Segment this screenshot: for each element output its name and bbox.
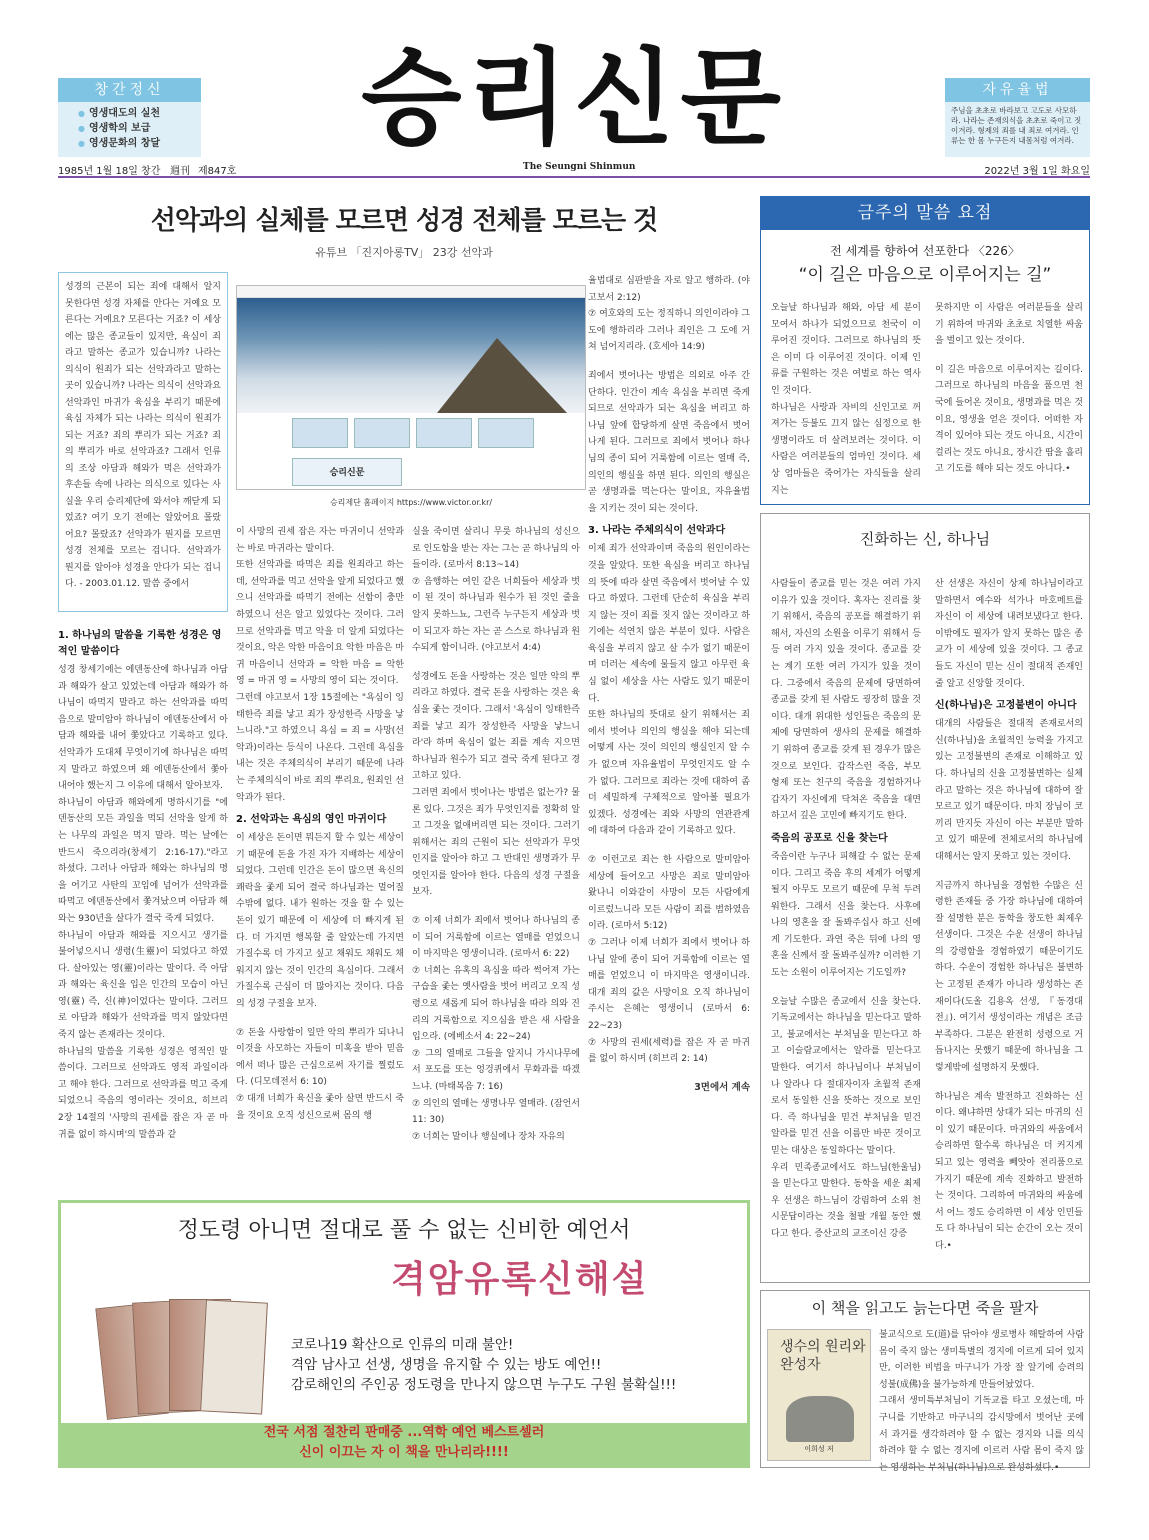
founding-spirit-item: ● 영생문화의 창달 <box>78 136 201 151</box>
sermon-subtitle: 전 세계를 향하여 선포한다 〈226〉 <box>830 244 1020 258</box>
article-subhead: 유튜브 「진지아롱TV」 23강 선악과 <box>315 246 493 259</box>
section-heading: 1. 하나님의 말씀을 기록한 성경은 영적인 말씀이다 <box>58 630 222 657</box>
sermon-title: “이 길은 마음으로 이루어지는 길” <box>798 265 1052 285</box>
article-headline: 선악과의 실체를 모르면 성경 전체를 모르는 것 <box>150 206 658 236</box>
book-cover-author: 이희성 저 <box>804 1445 834 1453</box>
evolving-god-box <box>760 513 1090 1283</box>
paragraph: 죽음이란 누구나 피해갈 수 없는 문제이다. 그리고 죽음 후의 세계가 어떻게 될지 아무도 모르기 때문에 무척 두려워한다. 그래서 신을 찾는다. 사후에 나의 영혼을 잘 돌봐주십사 하고 신에게 기도한다. 과연 죽은 뒤에 나의 영혼을 신께서 잘 돌봐주실까? 이러한 기도는 소원이 이루어지는 기도일까? <box>771 851 921 979</box>
paragraph: ⑦ 여호와의 도는 정직하니 의인이라야 그 도에 행하리라 그러나 죄인은 그 도에 거쳐 넘어지리라. (호세아 14:9) <box>588 309 750 353</box>
founding-spirit-heading: 창간정신 <box>58 78 201 102</box>
paragraph: ⑦ 이제 너희가 죄에서 벗어나 하나님의 종이 되어 거룩함에 이르는 열매를 얻었으니 이 마지막은 영생이니라. (로마서 6: 22) <box>412 916 580 960</box>
paragraph: 하나님은 사랑과 자비의 신인고로 꺼져가는 등불도 끄지 않는 심정으로 한 생명이라도 더 살려보려는 것이다. 이 사람은 여러분들의 엄마인 것이다. 세상 엄마들은 죽어가는 자식들을 살리지는 <box>771 402 921 496</box>
photo-card <box>416 418 472 448</box>
evolving-god-column-1 <box>771 576 921 1243</box>
sermon-column-1 <box>771 300 921 499</box>
photo-sky <box>237 298 586 413</box>
book-cover-photo <box>786 1396 854 1442</box>
paragraph: 또한 선악과를 따먹은 죄를 원죄라고 하는데, 선악과를 먹고 선악을 알게 되었다고 했으니 선악과를 따먹기 전에는 선함이 충만하였으니 선은 알고 있었다는 것이다. 그러므로 선악과를 먹고 악을 더 알게 되었다는 것이요, 악은 악한 마음이요 악한 마음은 마귀 마음이니 선악과 = 악한 마음 = 악한 영 = 마귀 영 = 사망의 영이 되는 것이다. <box>236 560 404 687</box>
paragraph: 불교식으로 도(道)를 닦아야 생로병사 해탈하여 사람 몸이 죽지 않는 생미특별의 경지에 이르게 되어 있지만, 이러한 비법을 마구니가 가장 잘 알기에 승려의 성불(成佛)을 불가능하게 만들어놨었다. <box>879 1330 1084 1390</box>
founding-spirit-item: ● 영생대도의 실천 <box>78 106 201 121</box>
paragraph: 이제 죄가 선악과이며 죽음의 원인이라는 것을 알았다. 또한 육심을 버리고 하나님의 뜻에 따라 살면 죽음에서 벗어날 수 있다고 하였다. 그런데 단순히 육심을 부리지 않는 것이 죄를 짓지 않는 것이라고 하기에는 석연치 않은 부분이 있다. 사람은 육심을 부리지 않고 살 수가 없기 때문이며 더러는 세속에 물들지 않고 아무런 육심 없이 세상을 사는 사람도 있기 때문이다. <box>588 544 750 704</box>
book-cover <box>767 1329 871 1461</box>
paragraph: 대개의 사람들은 절대적 존재로서의 신(하나님)을 초월적인 능력을 가지고 있는 고정불변의 존재로 이해하고 있다. 하나님의 신을 고정불변하는 실체라고 말하는 것은 하나님에 대하여 잘 모르고 있기 때문이다. 마치 장님이 코끼리 만지듯 자신이 아는 부분만 말하고 있기 때문에 전체로서의 하나님에 대해서는 알지 못하고 있는 것이다. <box>935 719 1083 862</box>
evolving-god-column-2 <box>935 576 1083 1255</box>
book-promo-text <box>879 1327 1084 1476</box>
quote-box <box>58 272 228 612</box>
book-promo-title: 이 책을 읽고도 늙는다면 죽을 팔자 <box>811 1299 1039 1317</box>
ad-banner-line: 신이 이끄는 자 이 책을 만나리라!!!! <box>299 1445 509 1460</box>
paragraph: ⑦ 사망의 권세(세력)를 잡은 자 곧 마귀를 없이 하시며 (히브리 2: 14) <box>588 1037 750 1065</box>
photo-cards <box>292 418 532 486</box>
founding-spirit-box <box>58 78 201 157</box>
paragraph: 못하지만 이 사람은 여러분들을 살리기 위하여 마귀와 초초로 치열한 싸움을 벌이고 있는 것이다. <box>935 303 1083 347</box>
ad-banner-line: 전국 서점 절찬리 판매중 ...역학 예언 베스트셀러 <box>263 1425 545 1440</box>
dateline <box>58 160 1090 178</box>
paragraph: ⑦ 의인의 열매는 생명나무 열매라. (잠언서 11: 30) <box>412 1098 580 1126</box>
paragraph: 그런데 야고보서 1장 15절에는 "욕심이 잉태한즉 죄를 낳고 죄가 장성한즉 사망을 낳느니라."고 하였으니 욕심 = 죄 = 사망(선악과)이라는 등식이 나온다. 그런데 욕심을 내는 것은 주체의식이 부리기 때문에 나라는 주체의식이 바로 죄의 뿌리요, 원죄인 선악과가 된다. <box>236 692 404 803</box>
paragraph: 또한 하나님의 뜻대로 살기 위해서는 죄에서 벗어나 의인의 행실을 해야 되는데 어떻게 사는 것이 의인의 행실인지 알 수가 없으며 자유율법이 무엇인지도 알 수가 없다. 그러므로 죄라는 것에 대하여 좀 더 세밀하게 구체적으로 알아볼 필요가 있겠다. 성경에는 죄와 사망의 연관관계에 대하여 다음과 같이 기록하고 있다. <box>588 710 750 837</box>
paragraph: ⑦ 너희는 유혹의 욕심을 따라 썩어져 가는 구습을 좇는 옛사람을 벗어 버리고 오직 성령으로 새롭게 되어 하나님을 따라 의와 진리의 거룩함으로 지으심을 받은 새 사람을 입으라. (에베소서 4: 22~24) <box>412 965 580 1043</box>
paragraph: 성경에도 돈을 사랑하는 것은 일만 악의 뿌리라고 하였다. 결국 돈을 사랑하는 것은 육심을 좇는 것이다. 그래서 '욕심이 잉태한즉 죄를 낳고 죄가 장성한즉 사망을 낳느니라'라 하며 육심이 없는 죄를 계속 지으면 하나님과 원수가 되고 결국 죽게 된다고 경고하고 있다. <box>412 671 580 782</box>
continued-note: 3면에서 계속 <box>694 1081 750 1093</box>
book-advertisement <box>58 1200 750 1468</box>
paragraph: 성경 창세기에는 에덴동산에 하나님과 아담과 해와가 살고 있었는데 아담과 해와가 하나님이 따먹지 말라고 하는 선악과를 따먹음으로 말미암아 하나님이 에덴동산에서 아담과 해와를 내어 쫓았다고 기록하고 있다. 선악과가 도대체 무엇이기에 하나님은 따먹지 말라고 하였으며 왜 에덴동산에서 쫓아내어야 했는지 그 이유에 대해서 알아보자. <box>58 665 228 792</box>
free-law-text: 주님을 초초로 바라보고 고도로 사모하라. 나라는 존재의식을 초초로 죽이고 짓이겨라. 형제의 죄를 내 죄로 여겨라. 인류는 한 몸 누구든지 내몸처럼 여겨라. <box>951 106 1082 145</box>
article-column-4 <box>588 273 750 1096</box>
frequency: 週刊 <box>170 166 190 177</box>
paragraph: 실을 죽이면 살리니 무릇 하나님의 성신으로 인도함을 받는 자는 그는 곧 하나님의 아들이라. (로마서 8:13~14) <box>412 527 580 571</box>
paragraph: ⑦ 그러나 이제 너희가 죄에서 벗어나 하나님 앞에 종이 되어 거룩함에 이르는 열매를 얻었으니 이 마지막은 영생이니라. 대개 죄의 값은 사망이요 오직 하나님이 주시는 은혜는 영생이니 (로마서 6: 22~23) <box>588 937 750 1031</box>
quote-text: 성경의 근본이 되는 죄에 대해서 알지 못한다면 성경 자체를 안다는 거예요 모른다는 거예요? 모른다는 거죠? 이 세상에는 많은 종교들이 있지만, 육심이 죄라고 말하는 종교가 있습니까? 나라는 의식이 원죄가 되는 선악과라고 말하는 곳이 있습니까? 나라는 의식이 선악과요 선악과인 마귀가 육심을 부리기 때문에 육심 자체가 되는 나라는 의식이 원죄가 되는 거죠? 죄의 뿌리가 되는 거죠? 죄의 뿌리가 바로 선악과죠? 그래서 인류의 조상 아담과 해와가 먹은 선악과가 후손들 속에 나라는 의식으로 있다는 사실을 우리 승리제단에 와서야 깨닫게 되었죠? 여기 오기 전에는 알았어요 몰랐어요? 몰랐죠? 선악과가 뭔지를 모르면 성경 전체를 모르는 겁니다. 선악과가 뭔지를 알아야 성경을 안다가 되는 겁니다. - 2003.01.12. 말씀 중에서 <box>65 282 221 589</box>
paragraph: 오늘날 수많은 종교에서 신을 찾는다. 기독교에서는 하나님을 믿는다고 말하고, 불교에서는 부처님을 믿는다고 하고 이슬람교에서는 알라를 믿는다고 말한다. 여기서 하나님이나 부처님이나 알라나 다 절대자이자 초월적 존재로서 동일한 신을 뜻하는 것으로 보인다. 즉 하나님을 믿건 부처님을 믿건 알라를 믿건 신을 이름만 바꾼 것이고 믿는 대상은 동일하다는 말이다. <box>771 996 921 1156</box>
section-heading: 2. 선악과는 욕심의 영인 마귀이다 <box>236 814 387 826</box>
sermon-summary-bar: 금주의 말씀 요점 <box>760 196 1090 230</box>
paragraph: ⑦ 그의 열매로 그들을 알지니 가시나무에서 포도를 또는 엉겅퀴에서 무화과를 따겠느냐. (마태복음 7: 16) <box>412 1048 580 1092</box>
paragraph: ⑦ 너희는 말이나 행실에나 장차 자유의 <box>412 1131 565 1142</box>
paragraph: 이 사망의 권세 잡은 자는 마귀이니 선악과는 바로 마귀라는 말이다. <box>236 527 404 554</box>
ad-banner <box>61 1423 747 1465</box>
ad-copy <box>291 1335 676 1395</box>
english-title: The Seungni Shinmun <box>523 162 636 172</box>
paragraph: ⑦ 대개 너희가 육신을 좇아 살면 반드시 죽을 것이요 오직 성신으로써 몸의 행 <box>236 1094 404 1121</box>
article-column-1 <box>58 622 228 1143</box>
photo-card <box>292 418 348 448</box>
photo-caption: 승리제단 홈페이지 https://www.victor.or.kr/ <box>329 498 493 507</box>
paragraph: 산 선생은 자신이 상제 하나님이라고 말하면서 예수와 석가나 마호메트를 자신이 이 세상에 내려보냈다고 한다. 이밖에도 필자가 알지 못하는 많은 종교가 이 세상에 있을 것이다. 그 종교들도 자신이 믿는 신이 절대적 존재인 줄 알고 신앙할 것이다. <box>935 579 1083 689</box>
ad-book-title: 격암유록신해설 <box>391 1259 649 1300</box>
photo-nav-bar <box>237 286 585 298</box>
photo-card <box>478 418 534 448</box>
paragraph: 하나님이 아담과 해와에게 명하시기를 "에덴동산의 모든 과일을 먹되 선악을 알게 하는 나무의 과일은 먹지 말라. 먹는 날에는 반드시 죽으리라(창세기 2:16-17)."라고 하셨다. 그러나 아담과 해와는 하나님의 명을 어기고 사탄의 꼬임에 넘어가 선악과를 따먹고 에덴동산에서 쫓겨났으며 아담과 해와는 930년을 살다가 결국 죽게 되었다. <box>58 797 228 924</box>
article-column-2 <box>236 524 404 1124</box>
paragraph: 율법대로 심판받을 자로 알고 행하라. (야고보서 2:12) <box>588 276 750 303</box>
photo-logo: 승리신문 <box>292 458 402 486</box>
paragraph: 우리 민족종교에서도 하느님(한울님)을 믿는다고 말한다. 동학을 세운 최제우 선생은 하느님이 강림하여 소위 천시문답이라는 것을 철팔 개월 동안 했다고 한다. 증산교의 교조이신 강증 <box>771 1162 921 1239</box>
paragraph: 그래서 생미특부처님이 기독교를 타고 오셨는데, 마구니를 기반하고 마구니의 감시망에서 벗어난 곳에서 과거를 생각하려야 할 수 없는 경지와 니를 의식하려야 할 수 없는 경지에 이르러 사람 몸이 죽지 않는 영생하는 부처님(하나님)으로 완성하셨다.• <box>879 1396 1084 1473</box>
ad-book-image <box>200 1299 268 1414</box>
article-column-3 <box>412 524 580 1145</box>
issue-date: 2022년 3월 1일 화요일 <box>984 166 1090 177</box>
section-heading: 신(하나님)은 고정불변이 아니다 <box>935 700 1077 712</box>
paragraph: 죄에서 벗어나는 방법은 의외로 아주 간단하다. 인간이 계속 욕심을 부리면 죽게 되므로 선악과가 되는 욕심을 버리고 하나님 앞에 합당하게 살면 죽음에서 벗어나게 된다. 그러므로 죄에서 벗어나 하나님의 종이 되어 거룩함에 이르는 열매 즉, 의인의 행실을 하면 된다. 의인의 행실은 곧 생명과를 먹는다는 말이요, 자유율법을 지키는 것이 되는 것이다. <box>588 370 750 514</box>
founding-spirit-list <box>58 102 201 151</box>
book-cover-title: 생수의 원리와 완성자 <box>780 1339 866 1373</box>
paragraph: ⑦ 음행하는 여인 같은 너희들아 세상과 벗이 된 것이 하나님과 원수가 된 것인 줄을 알지 못하느뇨, 그런즉 누구든지 세상과 벗이 되고자 하는 자는 곧 스스로 하나님과 원수되게 함이니라. (야고보서 4:4) <box>412 576 580 654</box>
section-heading: 죽음의 공포로 신을 찾는다 <box>771 832 888 844</box>
ad-line: 감로해인의 주인공 정도령을 만나지 않으면 누구도 구원 불확실!!! <box>291 1377 677 1393</box>
paragraph: 이 세상은 돈이면 뭐든지 할 수 있는 세상이기 때문에 돈을 가진 자가 지배하는 세상이 되었다. 그런데 인간은 돈이 많으면 육신의 쾌락을 좇게 되어 결국 하나님과는 멀어질 수밖에 없다. 내가 원하는 것을 할 수 있는 돈이 있기 때문에 이 세상에 더 빠지게 된다. 더 가지면 행복할 줄 알았는데 가지면 가질수록 더 가지고 싶고 채워도 채워도 채워지지 않는 것이 인간의 욕심이다. 그래서 가질수록 근심이 더 많아지는 것이다. 다음의 성경 구절을 보자. <box>236 833 404 1010</box>
paragraph: 하나님이 아담과 해와를 지으시고 생기를 불어넣으시니 생령(生靈)이 되었다고 하였다. 살아있는 영(靈)이라는 말이다. 즉 아담과 해와는 육신을 입은 인간의 모습이 아닌 영(靈) 즉, 신(神)이었다는 말이다. 그러므로 아담과 해와가 선악과를 먹지 않았다면 죽지 않는 존재라는 것이다. <box>58 930 228 1041</box>
paragraph: ⑦ 이런고로 죄는 한 사람으로 말미암아 세상에 들어오고 사망은 죄로 말미암아 왔나니 이와같이 사망이 모든 사람에게 이르렀느니라 모든 사람이 죄를 범하였음이라. (로마서 5:12) <box>588 855 750 932</box>
ad-book-stack <box>101 1299 271 1417</box>
free-law-box <box>945 78 1090 157</box>
newspaper-title: 승리신문 <box>361 37 787 159</box>
paragraph: 하나님의 말씀을 기록한 성경은 영적인 말씀이다. 그러므로 선악과도 영적 과일이라고 해야 한다. 그러므로 선악과를 먹고 죽게 되었으니 죽음의 영이라는 것이요, 히브리 2장 14절의 '사망의 권세를 잡은 자 곧 마귀를 없이 하시며'의 말씀과 같 <box>58 1046 228 1140</box>
paragraph: ⑦ 돈을 사랑함이 일만 악의 뿌리가 되나니 이것을 사모하는 자들이 미혹을 받아 믿음에서 떠나 많은 근심으로써 자기를 찔렀도다. (디모데전서 6: 10) <box>236 1027 404 1088</box>
sermon-column-2 <box>935 300 1083 478</box>
free-law-heading: 자유율법 <box>945 78 1090 102</box>
founded-date: 1985년 1월 18일 창간 <box>58 166 161 177</box>
ad-line: 코로나19 확산으로 인류의 미래 불안! <box>291 1337 514 1353</box>
paragraph: 그러면 죄에서 벗어나는 방법은 없는가? 물론 있다. 그것은 죄가 무엇인지를 정확히 알고 그것을 없애버리면 되는 것이다. 그러기 위해서는 죄의 근원이 되는 선악과가 무엇인지를 알아야 하고 그 반대인 생명과가 무엇인지를 알아야 한다. 다음의 성경 구절을 보자. <box>412 787 580 898</box>
paragraph: 지금까지 하나님을 경험한 수많은 신령한 존재들 중 가장 하나님에 대하여 잘 설명한 분은 동학을 창도한 최제우 선생이다. 그것은 수운 선생이 하나님의 강령함을 경험하였기 때문이기도 하다. 수운이 경험한 하나님은 불변하는 고정된 존재가 아니라 생성하는 존재이다(도올 김용옥 선생, 『동경대전』). 여기서 생성이라는 개념은 조금 부족하다. 그분은 완전히 성령으로 거듭나지는 못했기 때문에 하나님을 그렇게밖에 설명하지 못했다. <box>935 880 1083 1074</box>
sermon-summary-box <box>760 230 1090 505</box>
homepage-photo <box>236 285 586 490</box>
photo-card <box>354 418 410 448</box>
ad-line: 격암 남사고 선생, 생명을 유지할 수 있는 방도 예언!! <box>291 1357 602 1373</box>
paragraph: 하나님은 계속 발전하고 진화하는 신이다. 왜냐하면 상대가 되는 마귀의 신이 있기 때문이다. 마귀와의 싸움에서 승리하면 할수록 하나님은 더 커지게 되고 있는 영력을 빼앗아 전리품으로 가지기 때문에 계속 진화하고 발전하는 것이다. 그리하여 마귀와의 싸움에서 어느 정도 승리하면 이 세상 인민들도 다 하나님이 되는 순간이 오는 것이다.• <box>935 1091 1083 1251</box>
paragraph: 이 길은 마음으로 이루어지는 길이다. 그러므로 하나님의 마음을 품으면 천국에 들어온 것이요, 생명과를 먹은 것이요, 영생을 얻은 것이다. 어떠한 자격이 있어야 되는 것도 아니요, 시간이 걸리는 것도 아니요, 장시간 땀을 흘리고 기도를 해야 되는 것도 아니다.• <box>935 364 1083 475</box>
book-promo-box <box>760 1290 1090 1473</box>
section-heading: 3. 나라는 주체의식이 선악과다 <box>588 525 726 537</box>
evolving-god-title: 진화하는 신, 하나님 <box>859 530 991 548</box>
issue-number: 제847호 <box>198 166 237 177</box>
ad-tagline: 정도령 아니면 절대로 풀 수 없는 신비한 예언서 <box>177 1218 631 1243</box>
paragraph: 사람들이 종교를 믿는 것은 여러 가지 이유가 있을 것이다. 혹자는 진리를 찾기 위해서, 죽음의 공포를 해결하기 위해서, 자신의 소원을 이루기 위해서 등등 여러 가지 있을 것이다. 종교를 갖는 계기 또한 여러 가지가 있을 것이다. 그중에서 죽음의 문제에 당면하여 종교를 갖게 된 사람도 굉장히 많을 것이다. 대개 위대한 성인들은 죽음의 문제에 당면하여 생사의 문제를 해결하기 위하여 종교를 갖게 된 경우가 많은 것으로 보인다. 갑작스런 죽음, 부모 형제 또는 친구의 죽음을 경험하거나 갑자기 자신에게 닥쳐온 죽음을 대면하고서 깊은 고민에 빠지기도 한다. <box>771 579 921 822</box>
paragraph: 오늘날 하나님과 해와, 아담 세 분이 모여서 하나가 되었으므로 천국이 이루어진 것이다. 그러므로 하나님의 뜻은 이미 다 이루어진 것이다. 이제 인류를 구원하는 것은 여벌로 하는 역사인 것이다. <box>771 303 921 396</box>
founding-spirit-item: ● 영생학의 보급 <box>78 121 201 136</box>
photo-mountain <box>437 338 567 413</box>
